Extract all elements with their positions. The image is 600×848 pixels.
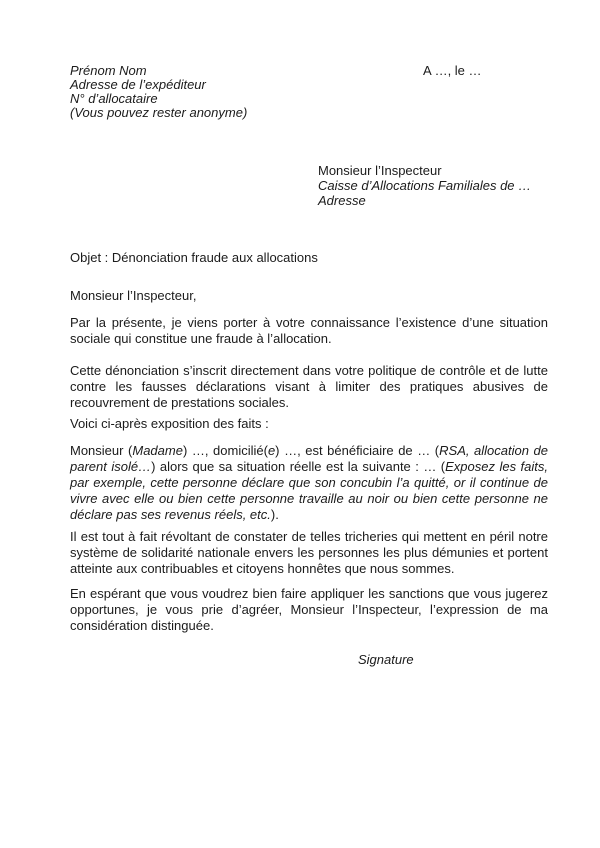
paragraph-introduction: Par la présente, je viens porter à votre connaissance l’existence d’une situation sociale qui constitue une fraude à l’allocation. (70, 315, 548, 346)
salutation: Monsieur l’Inspecteur, (70, 288, 197, 303)
subject-line: Objet : Dénonciation fraude aux allocations (70, 250, 318, 265)
recipient-block (318, 163, 531, 208)
sender-name: Prénom Nom (70, 63, 147, 78)
signature-label: Signature (358, 652, 414, 667)
date-place-line: A …, le … (423, 63, 482, 78)
paragraph-indignation: Il est tout à fait révoltant de constater de telles tricheries qui mettent en péril notre système de solidarité nationale envers les personnes les plus démunies et portent atteinte aux contribuables et citoyens honnêtes que nous sommes. (70, 529, 548, 576)
recipient-address: Adresse (318, 193, 366, 208)
paragraph-closing-formula: En espérant que vous voudrez bien faire appliquer les sanctions que vous jugerez opportunes, je vous prie d’agréer, Monsieur l’Inspecteur, l’expression de ma considération distinguée. (70, 586, 548, 633)
recipient-organization: Caisse d’Allocations Familiales de … (318, 178, 532, 193)
sender-anonymity-note: (Vous pouvez rester anonyme) (70, 105, 248, 120)
paragraph-facts-template: Monsieur (Madame) …, domicilié(e) …, est bénéficiaire de … (RSA, allocation de parent isolé…) alors que sa situation réelle est la suivante : … (Exposez les faits, par exemple, cette personne déclare que son concubin l’a quitté, or il continue de vivre avec elle ou bien cette personne travaille au noir ou bien cette personne ne déclare pas ses revenus réels, etc.). (70, 443, 549, 522)
sender-beneficiary-number: N° d’allocataire (70, 91, 158, 106)
sender-address: Adresse de l’expéditeur (70, 77, 206, 92)
paragraph-facts-lead-in: Voici ci-après exposition des faits : (70, 416, 269, 431)
paragraph-policy: Cette dénonciation s’inscrit directement dans votre politique de contrôle et de lutte contre les fausses déclarations visant à limiter des pratiques abusives de recouvrement de prestations sociales. (70, 363, 548, 410)
recipient-title: Monsieur l’Inspecteur (318, 163, 442, 178)
